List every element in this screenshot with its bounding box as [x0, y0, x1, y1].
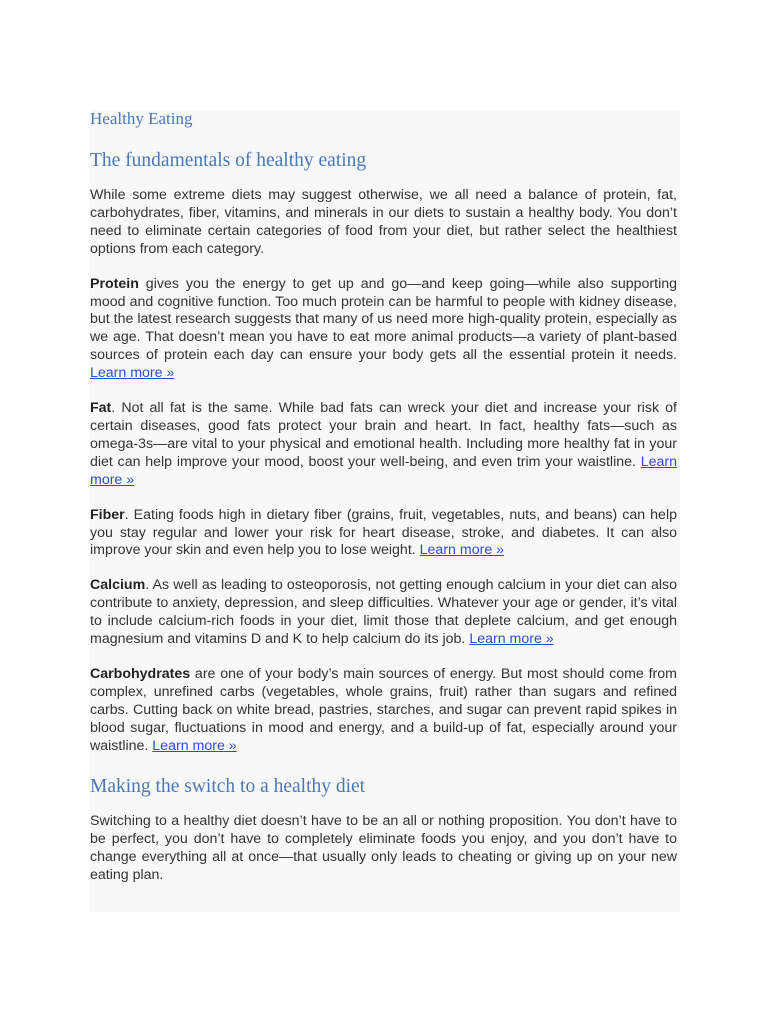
switch-paragraph: Switching to a healthy diet doesn’t have to be an all or nothing proposition. You don’t have to be perfect, you don’t have to completely eliminate foods you enjoy, and you don’t have to change everything all at once—that usually only leads to cheating or giving up on your new eating plan. — [90, 813, 677, 884]
protein-text: gives you the energy to get up and go—and keep going—while also supporting mood and cognitive function. Too much protein can be harmful to people with kidney disease, but the latest research suggests that many of us need more high-quality protein, especially as we age. That doesn’t mean you have to eat more animal products—a variety of plant-based sources of protein each day can ensure your body gets all the essential protein it needs. — [90, 275, 677, 364]
fiber-text: . Eating foods high in dietary fiber (grains, fruit, vegetables, nuts, and beans) can help you stay regular and lower your risk for heart disease, stroke, and diabetes. It can also improve your skin and even help you to lose weight. — [90, 506, 677, 559]
calcium-learn-more-link[interactable]: Learn more » — [469, 631, 554, 648]
fat-term: Fat — [90, 400, 112, 417]
protein-term: Protein — [90, 275, 139, 292]
fat-paragraph — [90, 400, 677, 490]
carbohydrates-learn-more-link[interactable]: Learn more » — [152, 737, 237, 754]
fiber-term: Fiber — [90, 506, 125, 523]
protein-paragraph — [90, 276, 677, 383]
fiber-paragraph — [90, 507, 677, 561]
carbohydrates-paragraph — [90, 666, 677, 756]
fat-learn-more-link[interactable]: Learn more » — [90, 453, 677, 488]
heading-making-the-switch: Making the switch to a healthy diet — [90, 776, 366, 798]
fiber-learn-more-link[interactable]: Learn more » — [419, 542, 505, 559]
calcium-text: . As well as leading to osteoporosis, not getting enough calcium in your diet can also contribute to anxiety, depression, and sleep difficulties. Whatever your age or gender, it’s vital to include calcium-rich foods in your diet, limit those that deplete calcium, and get enough magnesium and vitamins D and K to help calcium do its job. — [90, 577, 677, 648]
calcium-paragraph — [90, 577, 677, 649]
intro-paragraph: While some extreme diets may suggest otherwise, we all need a balance of protein, fat, carbohydrates, fiber, vitamins, and minerals in our diets to sustain a healthy body. You don’t need to eliminate certain categories of food from your diet, but rather select the healthiest options from each category. — [90, 187, 677, 257]
carbohydrates-text: are one of your body’s main sources of energy. But most should come from complex, unrefined carbs (vegetables, whole grains, fruit) rather than sugars and refined carbs. Cutting back on white bread, pastries, starches, and sugar can prevent rapid spikes in blood sugar, fluctuations in mood and energy, and a build-up of fat, especially around your waistline. — [90, 665, 677, 754]
section-kicker: Healthy Eating — [90, 109, 193, 128]
article — [90, 108, 677, 902]
carbohydrates-term: Carbohydrates — [90, 665, 191, 682]
calcium-term: Calcium — [90, 577, 146, 594]
fat-text: . Not all fat is the same. While bad fats can wreck your diet and increase your risk of certain diseases, good fats protect your brain and heart. In fact, healthy fats—such as omega-3s—are vital to your physical and emotional health. Including more healthy fat in your diet can help improve your mood, boost your well-being, and even trim your waistline. — [90, 400, 677, 470]
protein-learn-more-link[interactable]: Learn more » — [90, 365, 175, 382]
heading-fundamentals: The fundamentals of healthy eating — [90, 150, 367, 171]
